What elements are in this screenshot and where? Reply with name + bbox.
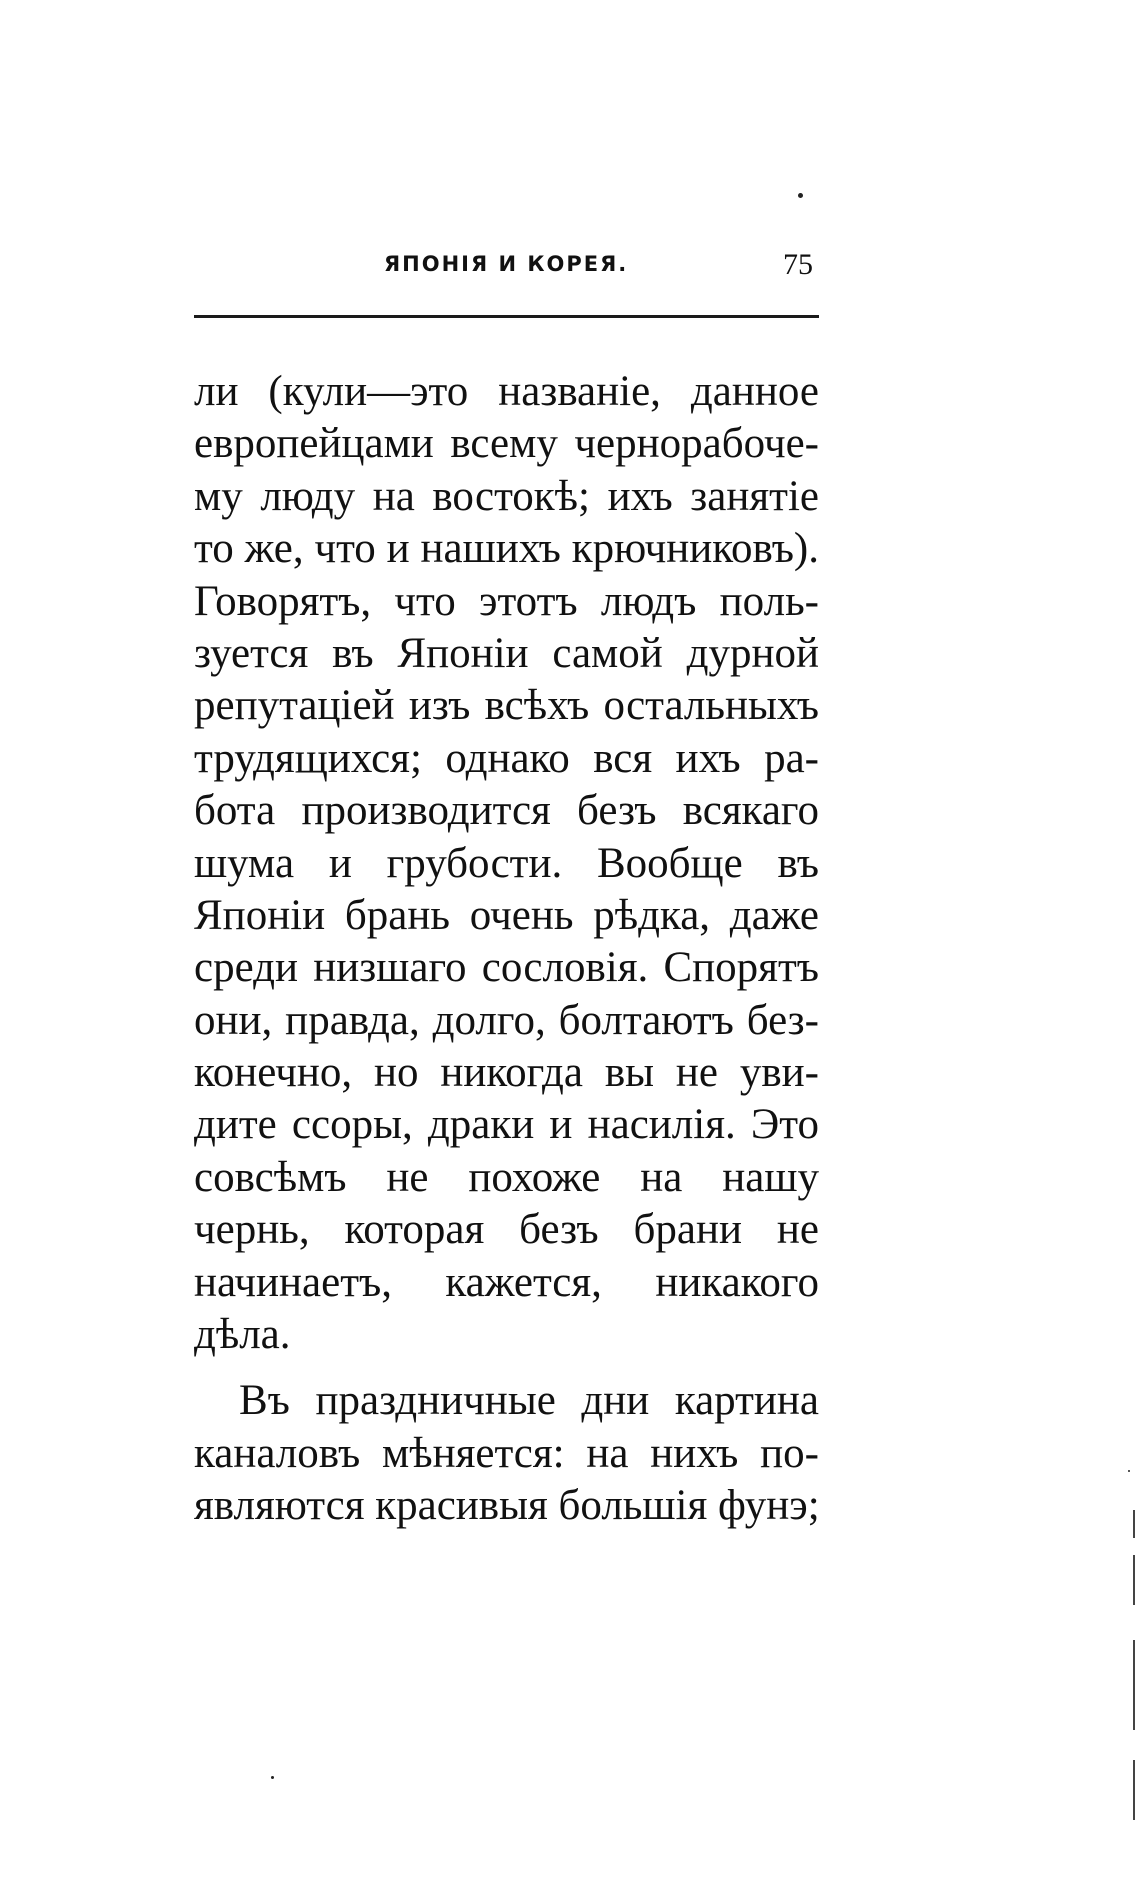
text-line: дите ссоры, драки и насилія. Это (194, 1101, 819, 1149)
text-line: Въ праздничные дни картина (239, 1377, 819, 1425)
scan-edge-mark (1133, 1760, 1135, 1820)
ink-speck (1128, 1470, 1130, 1472)
text-line: они, правда, долго, болтаютъ без- (194, 996, 819, 1044)
text-line: европейцами всему чернорабоче- (194, 420, 819, 468)
text-line: зуется въ Японіи самой дурной (194, 629, 819, 677)
scan-edge-mark (1133, 1640, 1135, 1730)
header-rule (194, 315, 819, 318)
text-line: конечно, но никогда вы не уви- (194, 1049, 819, 1097)
text-line: шума и грубости. Вообще въ (194, 839, 819, 887)
scan-edge-mark (1133, 1510, 1135, 1538)
ink-speck (798, 193, 803, 198)
text-line: Японіи брань очень рѣдка, даже (194, 891, 819, 939)
text-line: начинаетъ, кажется, никакого (194, 1258, 819, 1306)
body-text (194, 366, 819, 1533)
text-line: бота производится безъ всякаго (194, 787, 819, 835)
paragraph (194, 1375, 819, 1532)
paragraph (194, 366, 819, 1361)
text-line: среди низшаго сословія. Спорятъ (194, 944, 819, 992)
text-line: ли (кули—это названіе, данное (194, 368, 819, 415)
text-line: являются красивыя большія фунэ; (194, 1482, 820, 1530)
text-line: совсѣмъ не похоже на нашу (194, 1153, 819, 1201)
text-line: каналовъ мѣняется: на нихъ по- (194, 1429, 819, 1477)
text-line: трудящихся; однако вся ихъ ра- (194, 734, 819, 782)
scan-edge-mark (1133, 1555, 1135, 1605)
ink-speck (271, 1776, 274, 1779)
text-line: дѣла. (194, 1311, 291, 1359)
page-number: 75 (783, 248, 813, 281)
text-line: Говорятъ, что этотъ людъ поль- (194, 577, 819, 625)
text-line: репутаціей изъ всѣхъ остальныхъ (194, 682, 819, 730)
paragraph-gap (194, 1361, 819, 1375)
text-line: чернь, которая безъ брани не (194, 1206, 819, 1254)
text-line: му люду на востокѣ; ихъ занятіе (194, 472, 819, 520)
text-line: то же, что и нашихъ крючниковъ). (194, 525, 819, 573)
running-head (194, 250, 819, 290)
running-title: ЯПОНІЯ И КОРЕЯ. (384, 252, 629, 276)
